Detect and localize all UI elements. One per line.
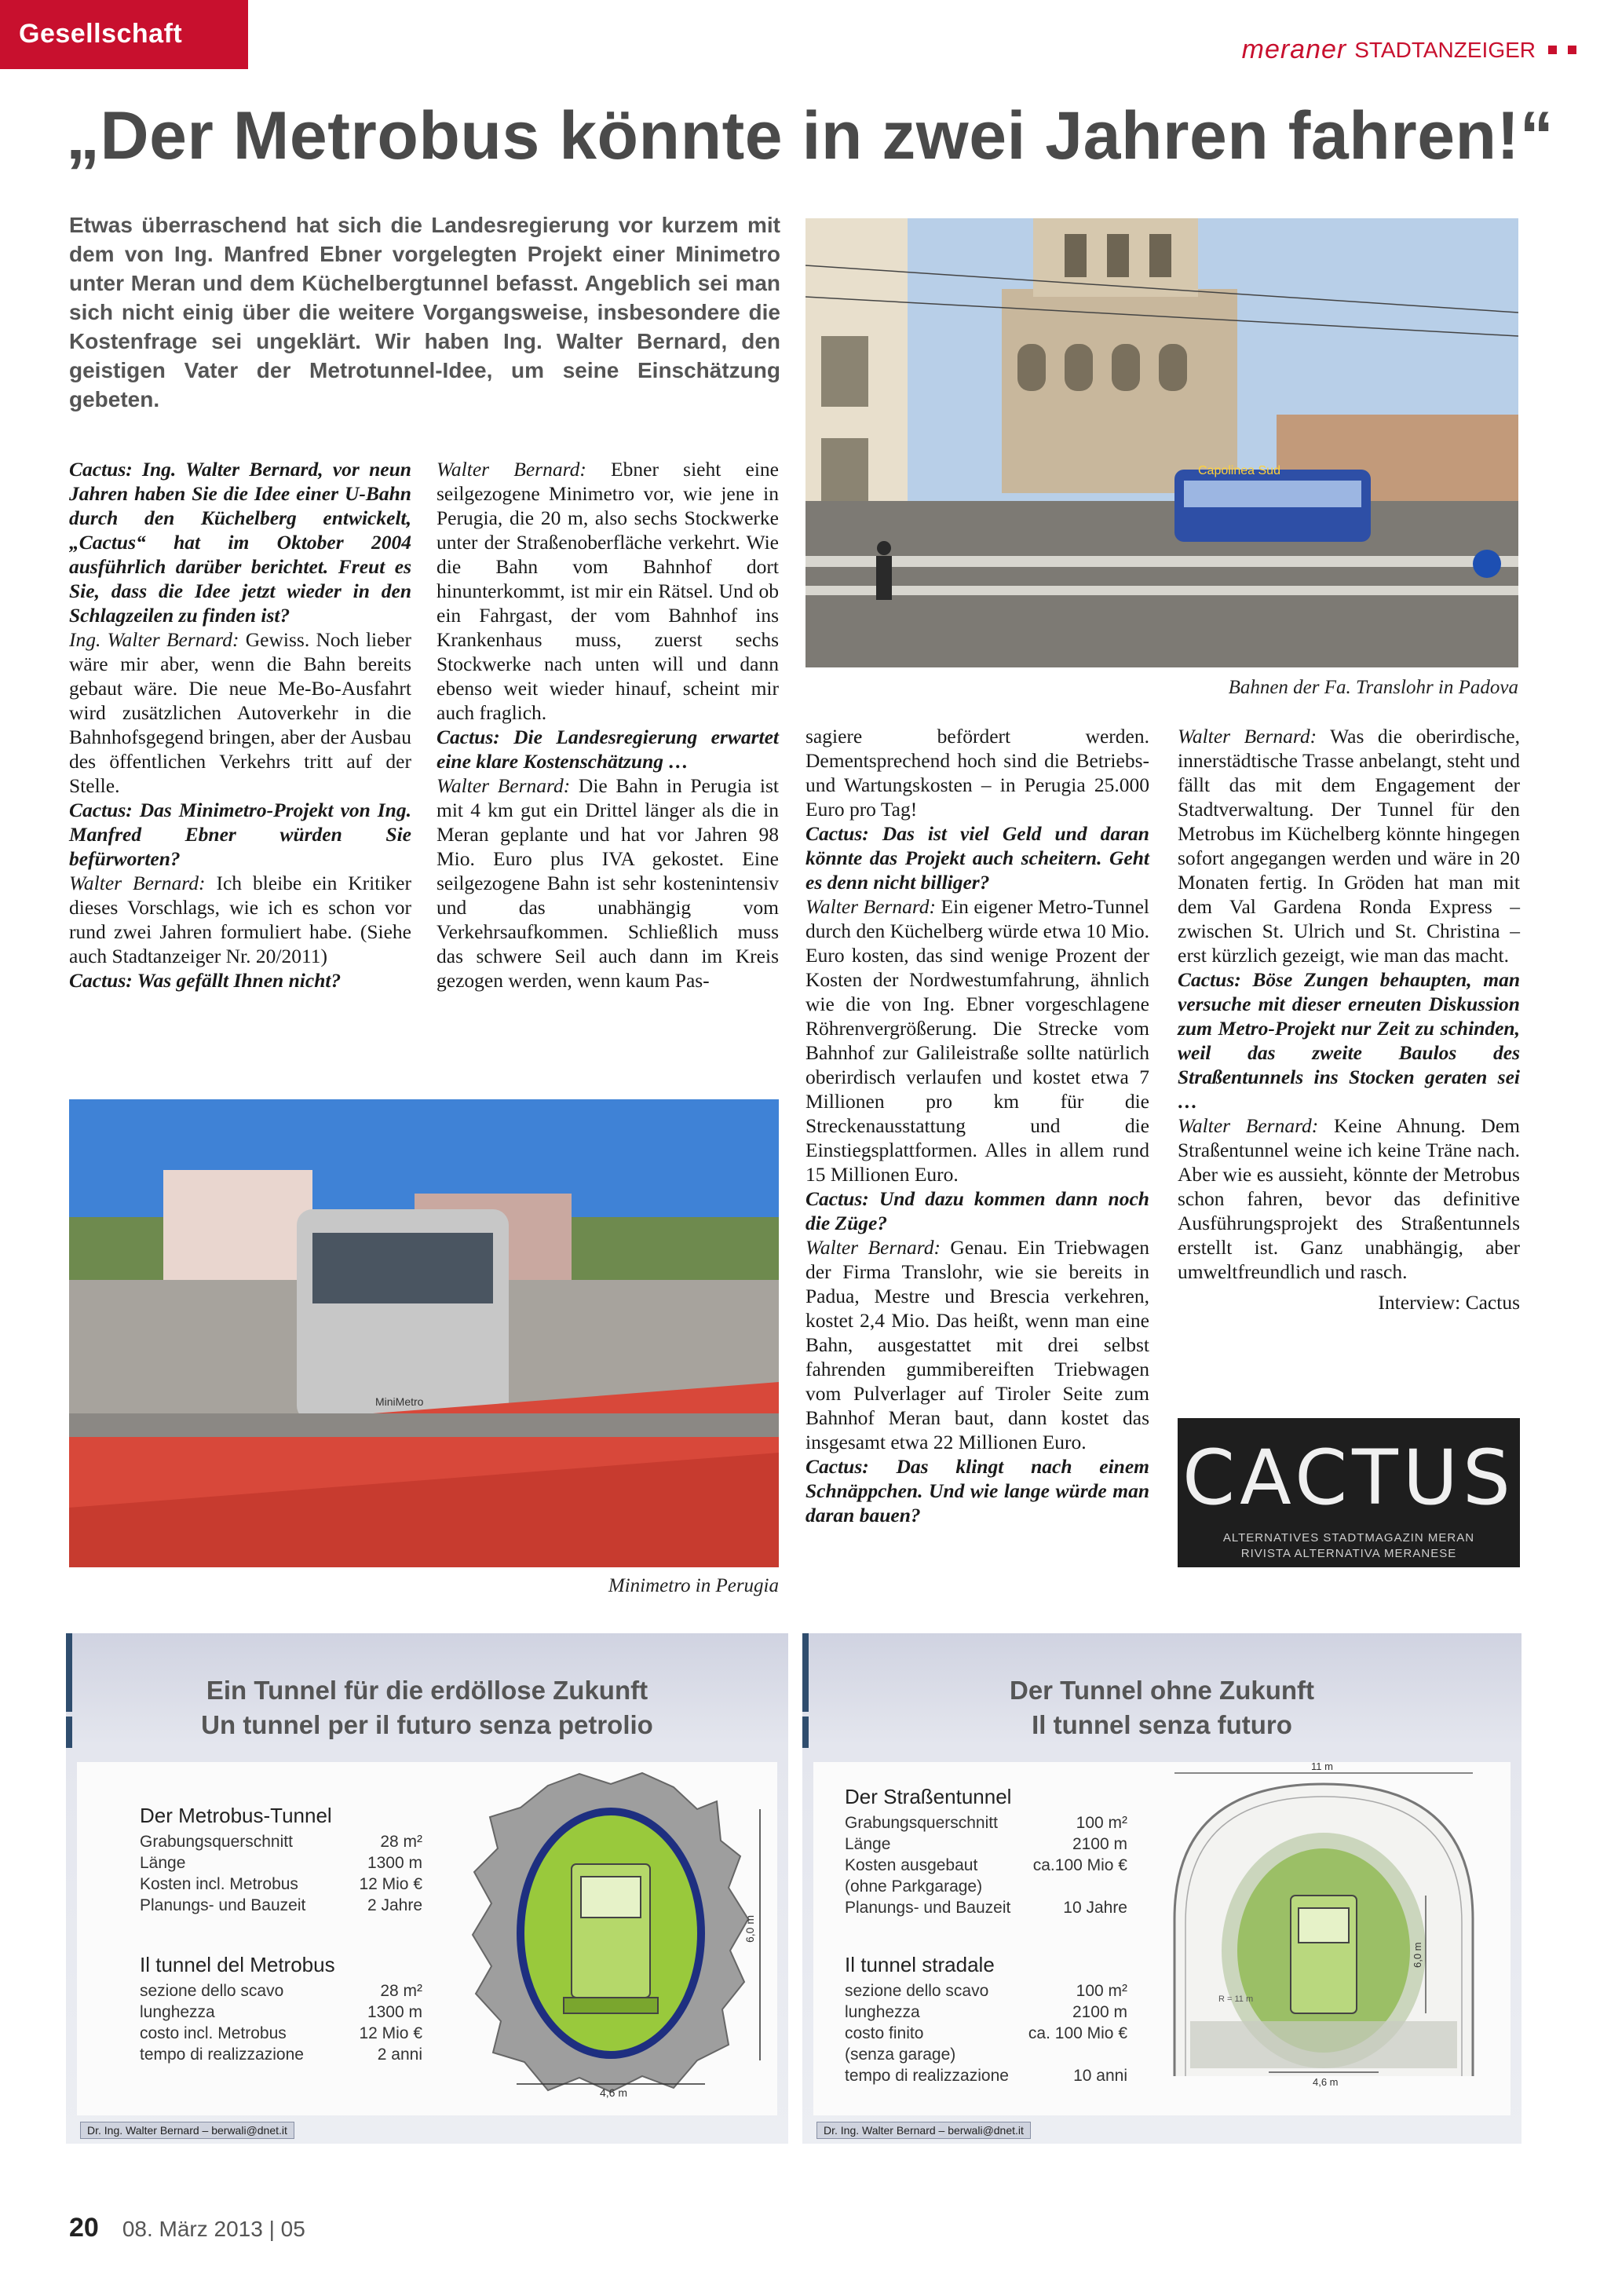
question [805, 821, 1149, 894]
cactus-logo-word: CACTUS [1182, 1434, 1515, 1522]
masthead-square [1568, 46, 1576, 54]
tram [1174, 464, 1371, 542]
cactus-logo-tagline-it: RIVISTA ALTERNATIVA MERANESE [1240, 1547, 1457, 1560]
speaker: Walter Bernard: [1178, 1114, 1319, 1137]
speaker: Walter Bernard: [805, 1236, 941, 1259]
spec-label: tempo di realizzazione [845, 2067, 1009, 2085]
spec-label: tempo di realizzazione [140, 2046, 304, 2064]
photo-perugia-minimetro [69, 1099, 779, 1567]
speaker: Walter Bernard: [69, 872, 206, 894]
speaker: Walter Bernard: [805, 895, 937, 918]
spec-de [845, 1781, 1127, 1918]
answer-text: Was die oberirdische, innerstädtische Trasse anbelangt, steht und fällt das mit dem Engagement der Stadtverwaltung. Der Tunnel für den Metrobus im Küchelberg könnte hingegen sofort angegangen werden und wäre in 20 Monaten fertig. In Gröden hat man mit dem Val Gardena Ronda Express – zwischen St. Ulrich und St. Christina – erst kürzlich gezeigt, wie man das macht. [1178, 725, 1520, 967]
spec-label: costo finito [845, 2024, 924, 2042]
caption-padova: Bahnen der Fa. Translohr in Padova [1228, 677, 1518, 698]
spec-value: 2 anni [377, 2046, 422, 2064]
spec-row [140, 1895, 422, 1916]
question-text: Cactus: Die Landesregierung erwartet eine klare Kostenschätzung … [437, 726, 779, 773]
infobox-road-tunnel [802, 1633, 1521, 2144]
panel-title-de: Ein Tunnel für die erdöllose Zukunft [206, 1676, 648, 1705]
masthead-square [1548, 46, 1557, 54]
question-text: Cactus: Das klingt nach einem Schnäppchen. Und wie lange würde man daran bauen? [805, 1455, 1149, 1526]
spec-heading: Il tunnel stradale [845, 1953, 995, 1976]
question-text: Cactus: Und dazu kommen dann noch die Züge? [805, 1187, 1149, 1234]
spec-row [845, 1980, 1127, 2002]
spec-it [140, 1949, 422, 2065]
question-text: Cactus: Ing. Walter Bernard, vor neun Jahren haben Sie die Idee einer U-Bahn durch den Küchelberg entwickelt, „Cactus“ hat im Oktober 2004 ausführlich darüber berichtet. Freut es Sie, dass die Idee jetzt wieder in den Schlagzeilen zu finden ist? [69, 458, 411, 627]
spec-row [845, 1876, 1127, 1897]
question-text: Cactus: Böse Zungen behaupten, man versuche mit dieser erneuten Diskussion zum Metro-Projekt nur Zeit zu schinden, weil das zweite Baulos des Straßentunnels ins Stocken geraten sei … [1178, 968, 1520, 1113]
spec-row [845, 2002, 1127, 2023]
spec-value: 12 Mio € [359, 1875, 422, 1893]
masthead [1242, 35, 1576, 65]
pedestrian [876, 541, 892, 600]
lead-paragraph: Etwas überraschend hat sich die Landesregierung vor kurzem mit dem von Ing. Manfred Ebner vorgelegten Projekt einer Minimetro unter Meran und dem Küchelbergtunnel befasst. Angeblich sei man sich nicht einig über die weitere Vorgangsweise, insbesondere die Kostenfrage sei ungeklärt. Wir haben Ing. Walter Bernard, den geistigen Vater der Metrotunnel-Idee, um seine Einschätzung gebeten. [69, 213, 780, 411]
spec-row [140, 1980, 422, 2002]
metrobus-tunnel-cross-section [446, 1770, 776, 2100]
answer-text: Ein eigener Metro-Tunnel durch den Küchelberg würde etwa 10 Mio. Euro kosten, das sind wenige Prozent der Kosten der Nordwestumfahrung, ähnlich wie die von Ing. Ebner vorgeschlagene Röhrenvergrößerung. Die Strecke vom Bahnhof zur Galileistraße sollte natürlich oberirdisch verlaufen und kostet etwa 7 Millionen pro km für die Streckenausstattung und die Einstiegsplattformen. Alles in allem rund 15 Millionen Euro. [805, 895, 1149, 1186]
spec-row [845, 1897, 1127, 1918]
spec-it [845, 1949, 1127, 2086]
spec-label: lunghezza [845, 2003, 920, 2021]
dimension-radius: R = 11 m [1218, 1994, 1254, 2004]
spec-label: lunghezza [140, 2003, 215, 2021]
spec-value: 28 m² [380, 1982, 422, 2000]
answer-text: Ich bleibe ein Kritiker dieses Vorschlags, wie ich es schon vor rund zwei Jahren formuliert habe. (Siehe auch Stadtanzeiger Nr. 20/2011) [69, 872, 411, 967]
padova-illustration [805, 218, 1518, 667]
answer-text: Genau. Ein Triebwagen der Firma Translohr, wie sie bereits in Padua, Mestre und Brescia verkehren, kostet 2,4 Mio. Das heißt, wenn man eine Bahn, ausgestattet mit drei selbst fahrenden gummibereiften Triebwagen vom Pulverlager auf Tiroler Seite zum Bahnhof Meran baut, dann kostet das insgesamt etwa 22 Millionen Euro. [805, 1236, 1149, 1453]
minimetro-label: MiniMetro [375, 1395, 424, 1408]
spec-value: 10 anni [1073, 2067, 1127, 2085]
spec-row [140, 2044, 422, 2065]
spec-value: 12 Mio € [359, 2024, 422, 2042]
spec-label: Grabungsquerschnitt [140, 1833, 293, 1851]
panel-title-de: Der Tunnel ohne Zukunft [1009, 1676, 1315, 1705]
dimension-width: 4,6 m [600, 2086, 628, 2099]
spec-row [140, 1852, 422, 1874]
section-tab [0, 0, 248, 69]
spec-value: 28 m² [380, 1833, 422, 1851]
spec-label: costo incl. Metrobus [140, 2024, 287, 2042]
answer-text: Die Bahn in Perugia ist mit 4 km gut ein Drittel länger als die in Meran geplante und hat vor Jahren 98 Mio. Euro plus IVA gekostet. Eine seilgezogene Bahn ist sehr kostenintensiv und das unabhängig vom Verkehrsaufkommen. Schließlich muss das schwere Seil auch dann im Kreis gezogen werden, wenn kaum Pas- [437, 774, 780, 992]
question [69, 968, 411, 993]
answer [1178, 1113, 1520, 1284]
answer-text: Gewiss. Noch lieber wäre mir aber, wenn die Bahn bereits gebaut wäre. Die neue Me-Bo-Ausfahrt wird zusätzlichen Autoverkehr in die Bahnhofsgegend bringen, aber der Ausbau des öffentlichen Verkehrs tritt auf der Stelle. [69, 628, 411, 797]
panel-content [77, 1762, 777, 2115]
spec-label: Planungs- und Bauzeit [140, 1896, 306, 1914]
cactus-logo-tagline-de: ALTERNATIVES STADTMAGAZIN MERAN [1222, 1531, 1475, 1545]
answer-text: Ebner sieht eine seilgezogene Minimetro vor, wie jene in Perugia, die 20 m, also sechs Stockwerke unter der Straßenoberfläche verkehrt. Wie die Bahn vom Bahnhof dort hinunterkommt, ist mir ein Rätsel. Und ob ein Fahrgast, der vom Bahnhof ins Krankenhaus muss, zuerst sechs Stockwerke nach unten will und dann ebenso weit wieder hinauf, scheint mir auch fraglich. [437, 458, 779, 724]
spec-value: ca. 100 Mio € [1028, 2024, 1127, 2042]
spec-heading: Der Metrobus-Tunnel [140, 1804, 332, 1827]
panel-title-it: Un tunnel per il futuro senza petrolio [201, 1710, 653, 1739]
spec-value: 2100 m [1072, 2003, 1127, 2021]
answer [437, 773, 779, 993]
dimension-total-width: 11 m [1311, 1762, 1333, 1772]
spec-row [140, 2023, 422, 2044]
spec-value: 2 Jahre [367, 1896, 422, 1914]
section-label: Gesellschaft [19, 19, 183, 49]
answer [1178, 724, 1520, 967]
interview-signoff: Interview: Cactus [1378, 1291, 1520, 1314]
spec-heading: Der Straßentunnel [845, 1785, 1012, 1808]
spec-row [140, 1831, 422, 1852]
photo-padova-tram [805, 218, 1518, 667]
answer-text: Keine Ahnung. Dem Straßentunnel weine ich keine Träne nach. Aber wie es aussieht, könnte der Metrobus schon fahren, bevor das definitive Ausführungsprojekt des Straßentunnels erstellt ist. Ganz unabhängig, aber umweltfreundlich und rasch. [1178, 1114, 1520, 1283]
spec-row [140, 1874, 422, 1895]
spec-de [140, 1800, 422, 1916]
cactus-logo [1178, 1418, 1520, 1567]
speaker: Walter Bernard: [1178, 725, 1317, 748]
dimension-width: 4,6 m [1313, 2076, 1339, 2088]
question [437, 725, 779, 773]
spec-row [845, 1812, 1127, 1834]
tram-destination-sign: Capolinea Sud [1198, 464, 1280, 477]
question [1178, 967, 1520, 1113]
spec-row [845, 2023, 1127, 2044]
spec-value: 100 m² [1076, 1982, 1127, 2000]
perugia-illustration [69, 1099, 779, 1567]
article-column-3 [805, 724, 1149, 1527]
spec-label: Kosten ausgebaut [845, 1856, 978, 1874]
issue-date: 08. März 2013 | 05 [122, 2217, 305, 2241]
question [805, 1186, 1149, 1235]
question [69, 457, 411, 627]
masthead-name: STADTANZEIGER [1354, 37, 1536, 62]
question [805, 1454, 1149, 1527]
spec-label: Grabungsquerschnitt [845, 1814, 998, 1832]
speaker: Walter Bernard: [437, 774, 571, 797]
spec-label: sezione dello scavo [140, 1982, 284, 2000]
spec-label: Länge [845, 1835, 891, 1853]
answer [437, 457, 779, 725]
answer [69, 871, 411, 968]
spec-value: 1300 m [367, 2003, 422, 2021]
masthead-brand: meraner [1241, 35, 1347, 64]
spec-value: ca.100 Mio € [1032, 1856, 1127, 1874]
panel-title-it: Il tunnel senza futuro [1032, 1710, 1292, 1739]
page-number: 20 [69, 2213, 99, 2243]
panel-content [813, 1762, 1511, 2115]
spec-label: Kosten incl. Metrobus [140, 1875, 298, 1893]
answer [69, 627, 411, 798]
spec-label: sezione dello scavo [845, 1982, 989, 2000]
road-tunnel-cross-section [1143, 1762, 1504, 2108]
panel-credit: Dr. Ing. Walter Bernard – berwali@dnet.it [80, 2122, 294, 2139]
article-column-2 [437, 457, 779, 993]
question [69, 798, 411, 871]
headline: „Der Metrobus könnte in zwei Jahren fahren!“ [66, 98, 1554, 174]
spec-label: (senza garage) [845, 2046, 956, 2064]
question-text: Cactus: Was gefällt Ihnen nicht? [69, 969, 342, 992]
question-text: Cactus: Das Minimetro-Projekt von Ing. Manfred Ebner würden Sie befürworten? [69, 799, 411, 870]
spec-label: Länge [140, 1854, 186, 1872]
caption-perugia: Minimetro in Perugia [608, 1575, 779, 1596]
spec-row [845, 2065, 1127, 2086]
spec-value: 2100 m [1072, 1835, 1127, 1853]
page-footer [69, 2213, 305, 2243]
dimension-height: 6,0 m [743, 1914, 756, 1943]
spec-value: 100 m² [1076, 1814, 1127, 1832]
spec-value: 1300 m [367, 1854, 422, 1872]
spec-row [845, 1855, 1127, 1876]
spec-row [845, 2044, 1127, 2065]
speaker: Ing. Walter Bernard: [69, 628, 239, 651]
speaker: Walter Bernard: [437, 458, 586, 481]
answer [805, 724, 1149, 821]
article-column-1 [69, 457, 411, 993]
answer [805, 894, 1149, 1186]
spec-row [140, 2002, 422, 2023]
answer [805, 1235, 1149, 1454]
infobox-metrobus-tunnel [66, 1633, 788, 2144]
spec-label: Planungs- und Bauzeit [845, 1899, 1011, 1917]
dimension-height: 6,0 m [1412, 1942, 1423, 1968]
panel-credit: Dr. Ing. Walter Bernard – berwali@dnet.it [816, 2122, 1031, 2139]
spec-row [845, 1834, 1127, 1855]
spec-label: (ohne Parkgarage) [845, 1877, 983, 1896]
answer-text: sagiere befördert werden. Dementsprechend hoch sind die Betriebs- und Wartungskosten – in Perugia 25.000 Euro pro Tag! [805, 725, 1149, 821]
question-text: Cactus: Das ist viel Geld und daran könnte das Projekt auch scheitern. Geht es denn nicht billiger? [805, 822, 1149, 894]
spec-heading: Il tunnel del Metrobus [140, 1953, 335, 1976]
article-column-4 [1178, 724, 1520, 1314]
spec-value: 10 Jahre [1063, 1899, 1127, 1917]
